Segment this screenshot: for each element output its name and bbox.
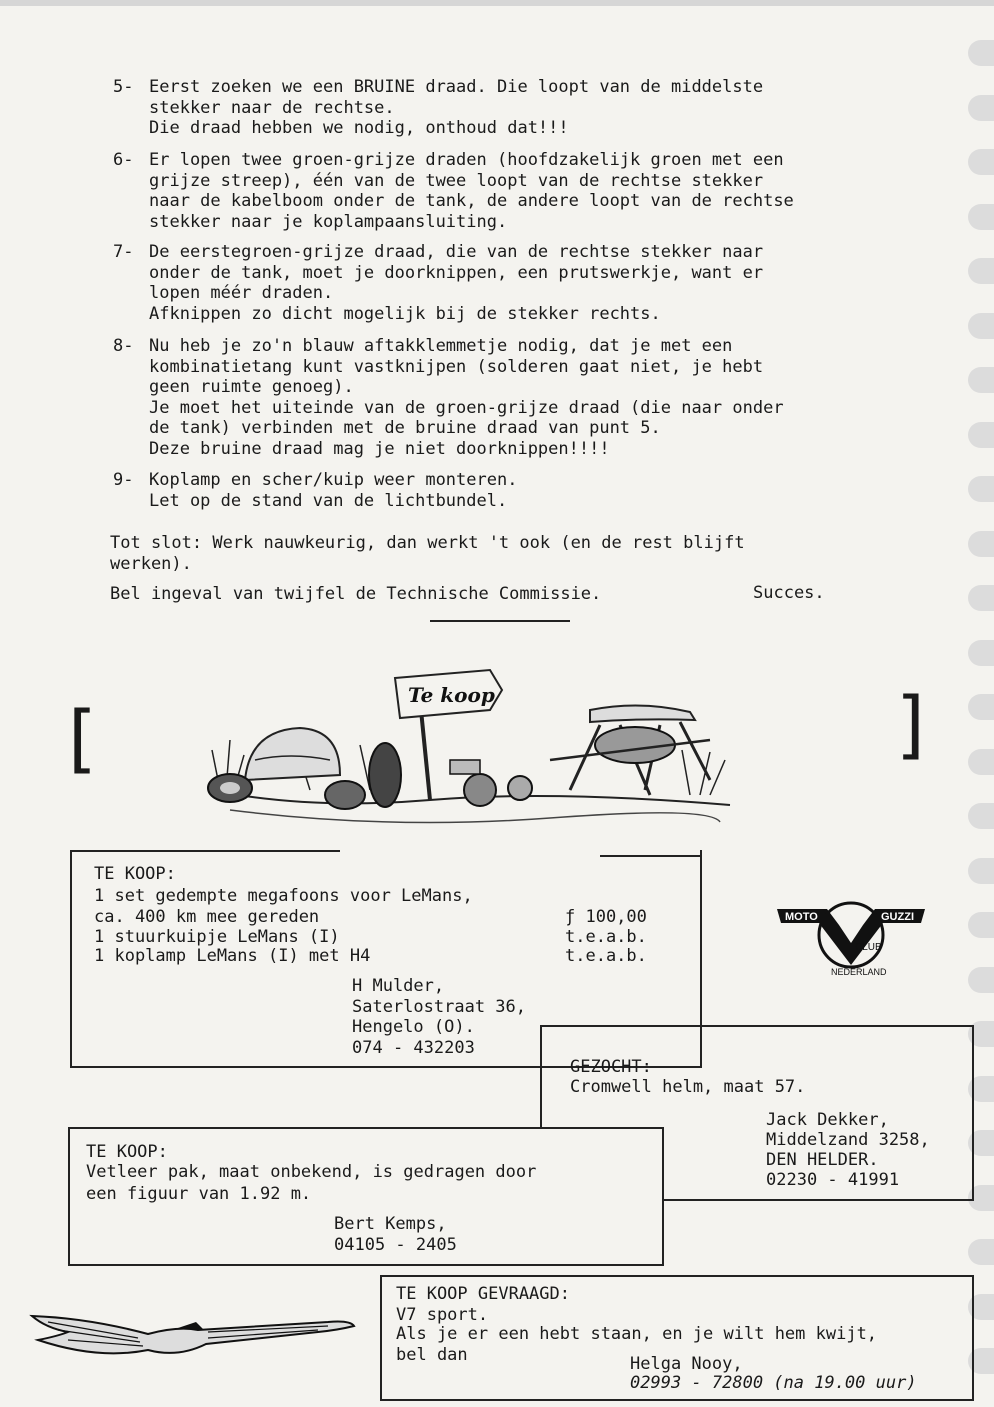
binder-hole [968,1239,994,1265]
ad3-line-1: Vetleer pak, maat onbekend, is gedragen door [86,1162,537,1182]
ad4-line-3: bel dan [396,1345,468,1365]
ad2-heading: GEZOCHT: [570,1057,652,1077]
divider-line [430,620,570,622]
logo-right-text: GUZZI [881,911,914,923]
step-line: Eerst zoeken we een BRUINE draad. Die loopt van de middelste [149,77,764,97]
step-line: De eerstegroen-grijze draad, die van de rechtse stekker naar [149,242,764,262]
closing-line-3: Bel ingeval van twijfel de Technische Commissie. [110,584,602,604]
step-number: 8- [113,336,134,356]
ad1-contact-street: Saterlostraat 36, [352,997,526,1017]
ad2-line-1: Cromwell helm, maat 57. [570,1077,806,1097]
step-line: lopen méér draden. [149,283,334,303]
scan-edge [0,0,994,6]
binder-hole [968,967,994,993]
ad1-price-3: t.e.a.b. [565,946,647,966]
binder-hole [968,912,994,938]
step-line: stekker naar je koplampaansluiting. [149,211,508,232]
binder-hole [968,422,994,448]
ad1-line-3: 1 stuurkuipje LeMans (I) [94,927,340,947]
left-bracket: [ [68,696,97,782]
step-line: grijze streep), één van de twee loopt van de rechtse stekker [149,170,764,191]
ad1-line-1: 1 set gedempte megafoons voor LeMans, [94,886,473,906]
step-line: Afknippen zo dicht mogelijk bij de stekker rechts. [149,303,661,324]
ad1-contact-phone: 074 - 432203 [352,1038,475,1058]
step-number: 5- [113,77,134,97]
step-number: 7- [113,242,134,262]
binder-hole [968,149,994,175]
step-line: geen ruimte genoeg). [149,377,354,397]
logo-country-text: NEDERLAND [831,967,887,977]
step-line: Koplamp en scher/kuip weer monteren. [149,470,518,490]
closing-line-1: Tot slot: Werk nauwkeurig, dan werkt 't ook (en de rest blijft [110,533,745,553]
moto-guzzi-club-logo [775,895,927,985]
binder-hole [968,367,994,393]
binder-hole [968,803,994,829]
ad3-line-2: een figuur van 1.92 m. [86,1184,312,1204]
logo-left-text: MOTO [785,911,818,923]
ad1-line-4: 1 koplamp LeMans (I) met H4 [94,946,371,966]
sign-label: Te koop [408,683,495,707]
ad2-contact-city: DEN HELDER. [766,1150,879,1170]
ad1-heading: TE KOOP: [94,864,176,884]
binder-hole [968,858,994,884]
ad2-contact-street: Middelzand 3258, [766,1130,930,1150]
ad3-contact-phone: 04105 - 2405 [334,1235,457,1255]
ad4-contact-name: Helga Nooy, [630,1354,743,1374]
binder-hole [968,640,994,666]
ad2-contact-phone: 02230 - 41991 [766,1170,900,1190]
step-line: de tank) verbinden met de bruine draad van punt 5. [149,418,661,438]
binder-hole [968,313,994,339]
binder-hole [968,258,994,284]
step-line: kombinatietang kunt vastknijpen (solderen gaat niet, je hebt [149,356,764,377]
step-line: Die draad hebben we nodig, onthoud dat!!! [149,118,569,138]
ad4-line-1: V7 sport. [396,1305,489,1325]
step-line: Deze bruine draad mag je niet doorknippen!!!! [149,438,610,459]
ad1-price-1: ƒ 100,00 [565,907,647,927]
right-bracket: ] [896,682,925,768]
ad4-heading: TE KOOP GEVRAAGD: [396,1284,570,1304]
binder-hole [968,40,994,66]
binder-hole [968,585,994,611]
ad1-contact-name: H Mulder, [352,976,445,996]
step-line: Je moet het uiteinde van de groen-grijze draad (die naar onder [149,397,784,418]
ad3-heading: TE KOOP: [86,1142,168,1162]
ad2-contact-name: Jack Dekker, [766,1110,889,1130]
ad3-contact-name: Bert Kemps, [334,1214,447,1234]
ad1-line-2: ca. 400 km mee gereden [94,907,320,927]
binder-hole [968,95,994,121]
step-number: 9- [113,470,134,490]
success-text: Succes. [753,583,825,603]
step-line: onder de tank, moet je doorknippen, een prutswerkje, want er [149,262,764,283]
binder-hole [968,531,994,557]
motorcycle-junk-illustration [190,640,750,840]
ad1-top-border-right [600,855,700,857]
ad1-price-2: t.e.a.b. [565,927,647,947]
step-line: Let op de stand van de lichtbundel. [149,490,508,511]
step-line: Nu heb je zo'n blauw aftakklemmetje nodig, dat je met een [149,336,733,356]
binder-hole [968,694,994,720]
ad1-top-border [70,850,340,852]
eagle-emblem [28,1300,358,1372]
ad4-contact-phone: 02993 - 72800 (na 19.00 uur) [630,1373,917,1393]
step-number: 6- [113,150,134,170]
logo-club-text: CLUB [855,942,882,953]
binder-hole [968,476,994,502]
ad4-line-2: Als je er een hebt staan, en je wilt hem kwijt, [396,1324,878,1344]
step-line: stekker naar de rechtse. [149,97,395,118]
step-line: Er lopen twee groen-grijze draden (hoofdzakelijk groen met een [149,150,784,170]
binder-hole [968,204,994,230]
step-line: naar de kabelboom onder de tank, de andere loopt van de rechtse [149,191,794,211]
ad1-contact-city: Hengelo (O). [352,1017,475,1037]
binder-hole [968,749,994,775]
closing-line-2: werken). [110,554,192,574]
